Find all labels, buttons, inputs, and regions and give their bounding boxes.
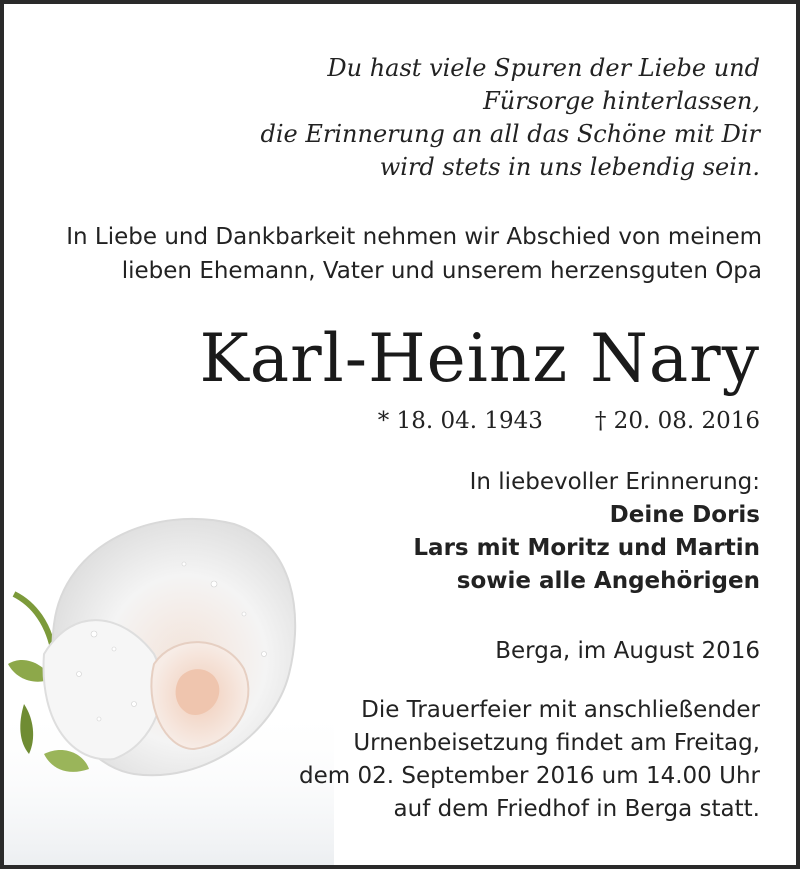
poem-line: Fürsorge hinterlassen, (483, 87, 760, 115)
service-line: Die Trauerfeier mit anschließender (361, 697, 760, 723)
intro-text (66, 220, 762, 288)
mourner-name: sowie alle Angehörigen (456, 568, 760, 594)
mourner-name: Deine Doris (609, 502, 760, 528)
poem-line: wird stets in uns lebendig sein. (379, 153, 760, 181)
white-rose-image (4, 504, 334, 869)
intro-line: lieben Ehemann, Vater und unserem herzensguten Opa (121, 258, 762, 284)
mourner-name: Lars mit Moritz und Martin (413, 535, 760, 561)
poem (260, 52, 760, 184)
service-line: dem 02. September 2016 um 14.00 Uhr (299, 763, 760, 789)
mourners-block (413, 466, 760, 598)
mourners-heading: In liebevoller Erinnerung: (469, 469, 760, 495)
death-date: † 20. 08. 2016 (594, 408, 760, 434)
poem-line: die Erinnerung an all das Schöne mit Dir (260, 120, 760, 148)
birth-date: * 18. 04. 1943 (377, 408, 543, 434)
deceased-name: Karl-Heinz Nary (199, 320, 760, 397)
poem-line: Du hast viele Spuren der Liebe und (327, 54, 760, 82)
service-line: auf dem Friedhof in Berga statt. (393, 796, 760, 822)
service-line: Urnenbeisetzung findet am Freitag, (353, 730, 760, 756)
intro-line: In Liebe und Dankbarkeit nehmen wir Abschied von meinem (66, 224, 762, 250)
service-info (299, 694, 760, 826)
life-dates (378, 404, 760, 438)
place-date: Berga, im August 2016 (495, 638, 760, 664)
